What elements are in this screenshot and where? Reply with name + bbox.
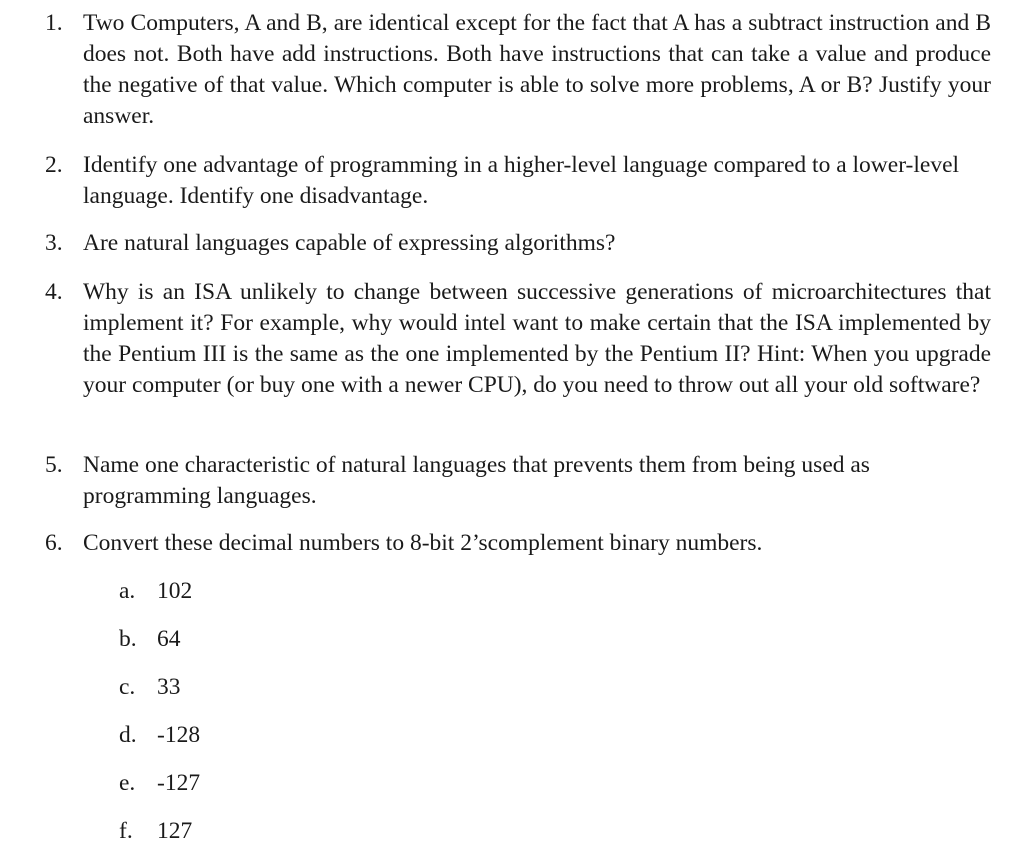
question-text: Two Computers, A and B, are identical except for the fact that A has a subtract instruction and B does not. Both have add instructions. Both have instructions that can take a value and produce the negative of that value. Which computer is able to solve more problems, A or B? Justify your answer. bbox=[83, 10, 991, 129]
question-number: 2. bbox=[45, 152, 63, 178]
sub-item-b bbox=[119, 624, 181, 655]
sub-item-letter: f. bbox=[119, 818, 133, 844]
question-5 bbox=[45, 450, 991, 512]
question-number: 3. bbox=[45, 230, 63, 256]
question-3 bbox=[45, 228, 991, 259]
question-number: 4. bbox=[45, 279, 63, 305]
question-6 bbox=[45, 528, 991, 559]
question-text: Are natural languages capable of expressing algorithms? bbox=[83, 230, 616, 256]
sub-item-letter: c. bbox=[119, 674, 136, 700]
question-4 bbox=[45, 277, 991, 401]
sub-item-letter: e. bbox=[119, 770, 136, 796]
sub-item-letter: d. bbox=[119, 722, 137, 748]
question-number: 6. bbox=[45, 530, 63, 556]
sub-item-letter: a. bbox=[119, 578, 136, 604]
sub-item-letter: b. bbox=[119, 626, 137, 652]
sub-item-d bbox=[119, 720, 200, 751]
sub-item-c bbox=[119, 672, 181, 703]
question-2 bbox=[45, 150, 991, 212]
sub-item-value: 102 bbox=[157, 578, 193, 604]
sub-item-value: -128 bbox=[157, 722, 201, 748]
question-text: Identify one advantage of programming in a higher-level language compared to a lower-level language. Identify one disadvantage. bbox=[83, 152, 960, 209]
question-number: 5. bbox=[45, 452, 63, 478]
sub-item-f bbox=[119, 816, 192, 847]
sub-item-value: -127 bbox=[157, 770, 201, 796]
sub-item-value: 127 bbox=[157, 818, 193, 844]
sub-item-e bbox=[119, 768, 200, 799]
question-1 bbox=[45, 8, 991, 132]
sub-item-value: 33 bbox=[157, 674, 181, 700]
question-text: Why is an ISA unlikely to change between successive generations of microarchitectures that implement it? For example, why would intel want to make certain that the ISA implemented by the Pentium III is the same as the one implemented by the Pentium II? Hint: When you upgrade your computer (or buy one with a newer CPU), do you need to throw out all your old software? bbox=[83, 279, 991, 398]
question-text: Name one characteristic of natural languages that prevents them from being used as programming languages. bbox=[83, 452, 870, 509]
question-number: 1. bbox=[45, 10, 63, 36]
sub-item-value: 64 bbox=[157, 626, 181, 652]
question-text: Convert these decimal numbers to 8-bit 2’scomplement binary numbers. bbox=[83, 530, 763, 556]
sub-item-a bbox=[119, 576, 192, 607]
